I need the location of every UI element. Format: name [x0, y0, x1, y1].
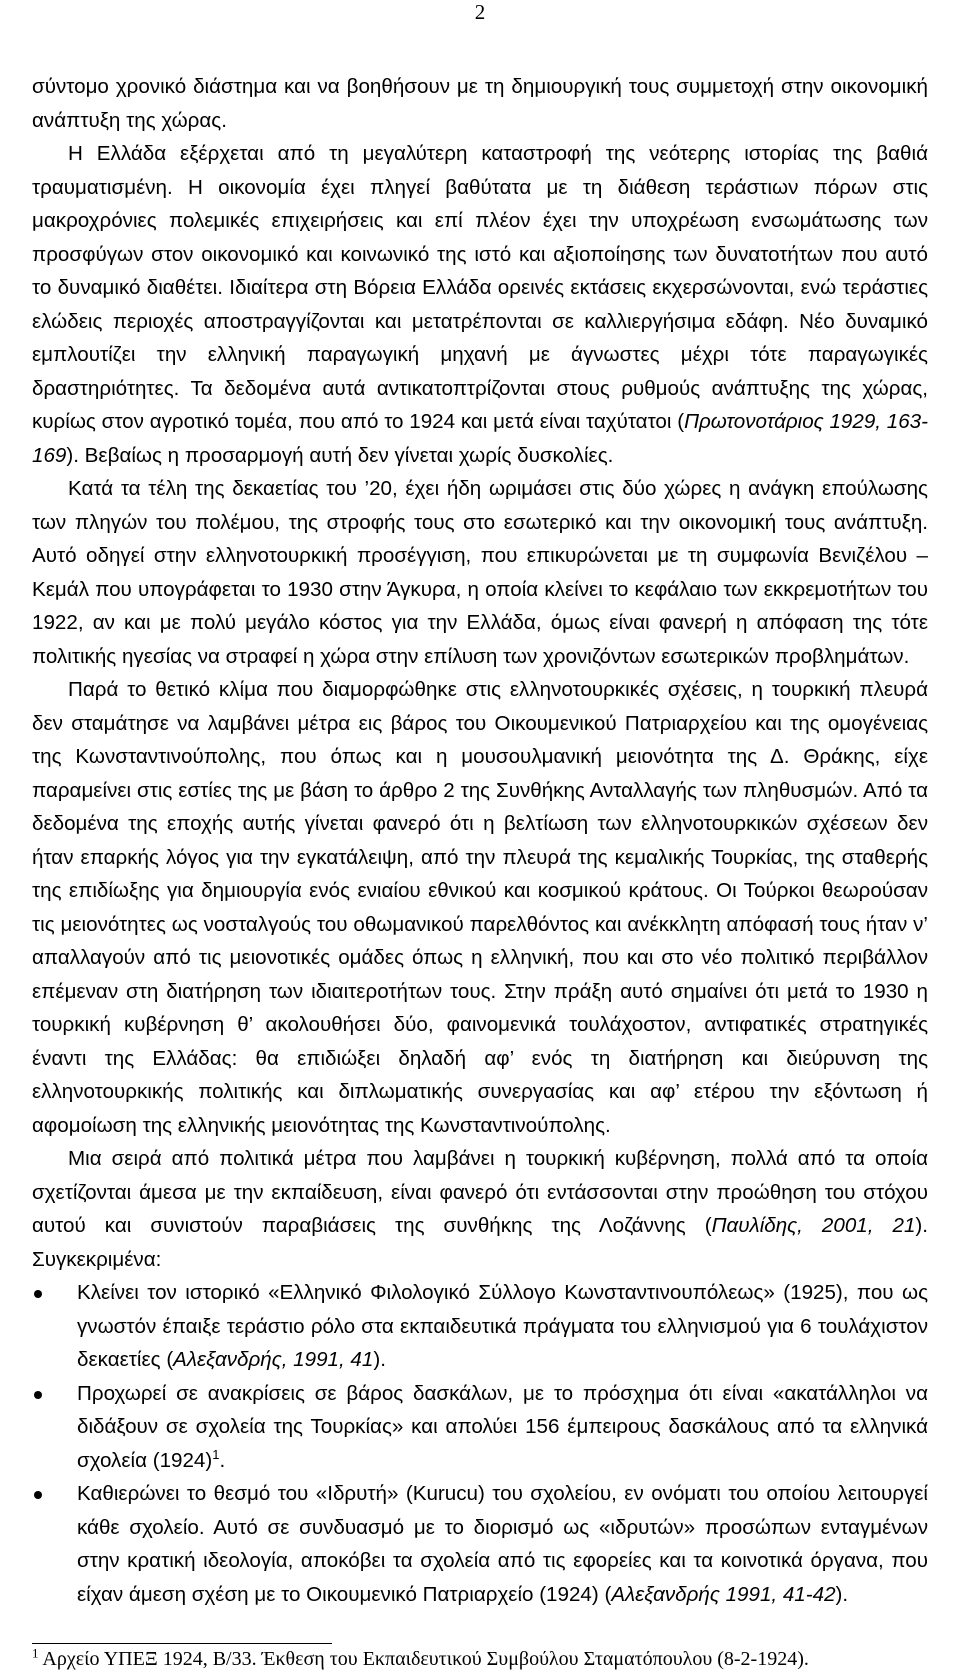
citation: Πρωτονοτάριος 1929, 163-169 — [32, 410, 928, 467]
paragraph — [32, 137, 928, 472]
bullet-list — [32, 1276, 928, 1611]
text-run: Προχωρεί σε ανακρίσεις σε βάρος δασκάλων, με το πρόσχημα ότι είναι «ακατάλληλοι να διδάξουν σε σχολεία της Τουρκίας» και απολύει 156 έμπειρους δασκάλους από τα ελληνικά σχολεία (1924) — [77, 1381, 928, 1472]
paragraph — [32, 70, 928, 137]
paragraph — [32, 673, 928, 1142]
text-run: σύντομο χρονικό διάστημα και να βοηθήσουν με τη δημιουργική τους συμμετοχή στην οικονομική ανάπτυξη της χώρας. — [32, 75, 928, 132]
text-run: ). — [373, 1348, 386, 1371]
citation: Αλεξανδρής, 1991, 41 — [173, 1348, 374, 1371]
body-text — [32, 70, 928, 1611]
text-run: ). — [835, 1582, 849, 1606]
text-run: Η Ελλάδα εξέρχεται από τη μεγαλύτερη καταστροφή της νεότερης ιστορίας της βαθιά τραυματισμένη. Η οικονομία έχει πληγεί βαθύτατα με τη διάθεση τεράστιων πόρων στις μακροχρόνιες πολεμικές επιχειρήσεις και επί πλέον έχει την υποχρέωση ενσωμάτωσης των προσφύγων στον οικονομικό και κοινωνικό της ιστό και αξιοποίησης των δυνατοτήτων που αυτό το δυναμικό διαθέτει. Ιδιαίτερα στη Βόρεια Ελλάδα ορεινές εκτάσεις εκχερσώνονται, ενώ τεράστιες ελώδεις περιοχές αποστραγγίζονται και μετατρέπονται σε καλλιεργήσιμα εδάφη. Νέο δυναμικό εμπλουτίζει την ελληνική παραγωγική μηχανή με άγνωστες μέχρι τότε παραγωγικές δραστηριότητες. Τα δεδομένα αυτά αντικατοπτρίζονται στους ρυθμούς ανάπτυξης της χώρας, κυρίως στον αγροτικό τομέα, που από το 1924 και μετά είναι ταχύτατοι ( — [32, 142, 928, 433]
list-item — [32, 1276, 928, 1377]
paragraph — [32, 1142, 928, 1276]
bullet-icon — [34, 1290, 42, 1298]
text-run: Κατά τα τέλη της δεκαετίας του ’20, έχει ήδη ωριμάσει στις δύο χώρες η ανάγκη επούλωσης των πληγών του πολέμου, της στροφής τους στο εσωτερικό και την οικονομική τους ανάπτυξη. Αυτό οδηγεί στην ελληνοτουρκική προσέγγιση, που επικυρώνεται με τη συμφωνία Βενιζέλου – Κεμάλ που υπογράφεται το 1930 στην Άγκυρα, η οποία κλείνει το κεφάλαιο των εκκρεμοτήτων του 1922, αν και με πολύ μεγάλο κόστος για την Ελλάδα, όμως είναι φανερή η απόφαση της τότε πολιτικής ηγεσίας να στραφεί η χώρα στην επίλυση των χρονιζόντων εσωτερικών προβλημάτων. — [32, 477, 928, 668]
text-run: ). Συγκεκριμένα: — [32, 1214, 928, 1271]
text-run: . — [219, 1448, 226, 1472]
bullet-icon — [34, 1391, 42, 1399]
page-number: 2 — [474, 0, 486, 24]
bullet-icon — [34, 1491, 42, 1499]
text-run: Παρά το θετικό κλίμα που διαμορφώθηκε στις ελληνοτουρκικές σχέσεις, η τουρκική πλευρά δεν σταμάτησε να λαμβάνει μέτρα εις βάρος του Οικουμενικού Πατριαρχείου και της ομογένειας της Κωνσταντινούπολης, που όπως και η μουσουλμανική μειονότητα της Δ. Θράκης, είχε παραμείνει στις εστίες της με βάση το άρθρο 2 της Συνθήκης Ανταλλαγής των πληθυσμών. Από τα δεδομένα της εποχής αυτής γίνεται φανερό ότι η βελτίωση των ελληνοτουρκικών σχέσεων δεν ήταν επαρκής λόγος για την εγκατάλειψη, από την πλευρά της κεμαλικής Τουρκίας, της σταθερής της επιδίωξης για δημιουργία ενός ενιαίου εθνικού και κοσμικού κράτους. Οι Τούρκοι θεωρούσαν τις μειονότητες ως νοσταλγούς του οθωμανικού παρελθόντος και ανέκκλητη απόφασή τους ήταν ν’ απαλλαγούν από τις μειονοτικές ομάδες όπως η ελληνική, που και στο νέο πολιτικό περιβάλλον επέμεναν στη διατήρηση των ιδιαιτεροτήτων τους. Στην πράξη αυτό σημαίνει ότι μετά το 1930 η τουρκική κυβέρνηση θ’ ακολουθήσει δύο, φαινομενικά τουλάχοστον, αντιφατικές στρατηγικές έναντι της Ελλάδας: θα επιδιώξει δηλαδή αφ’ ενός τη διατήρηση και διεύρυνση της ελληνοτουρκικής πολιτικής και διπλωματικής συνεργασίας και αφ’ ετέρου την εξόντωση ή αφομοίωση της ελληνικής μειονότητας της Κωνσταντινούπολης. — [32, 678, 928, 1137]
citation: Αλεξανδρής 1991, 41-42 — [611, 1582, 836, 1606]
text-run: Κλείνει τον ιστορικό «Ελληνικό Φιλολογικό Σύλλογο Κωνσταντινουπόλεως» (1925), που ως γνωστόν έπαιξε τεράστιο ρόλο στα εκπαιδευτικά πράγματα του ελληνισμού για 6 τουλάχιστον δεκαετίες ( — [77, 1281, 928, 1371]
footnote — [32, 1647, 928, 1671]
citation: Παυλίδης, 2001, 21 — [711, 1214, 916, 1237]
paragraphs — [32, 70, 928, 1276]
text-run: Μια σειρά από πολιτικά μέτρα που λαμβάνει η τουρκική κυβέρνηση, πολλά από τα οποία σχετίζονται άμεσα με την εκπαίδευση, είναι φανερό ότι εντάσσονται στην προώθηση του στόχου αυτού και συνιστούν παραβιάσεις της συνθήκης της Λοζάννης ( — [32, 1147, 928, 1237]
footnote-mark: 1 — [32, 1645, 39, 1661]
text-run: ). Βεβαίως η προσαρμογή αυτή δεν γίνεται χωρίς δυσκολίες. — [66, 443, 614, 467]
list-item — [32, 1377, 928, 1478]
footnote-text: Αρχείο ΥΠΕΞ 1924, Β/33. Έκθεση του Εκπαιδευτικού Συμβούλου Σταματόπουλου (8-2-1924). — [38, 1648, 809, 1670]
paragraph — [32, 472, 928, 673]
list-item — [32, 1477, 928, 1611]
text-run: Καθιερώνει το θεσμό του «Ιδρυτή» (Kurucu) του σχολείου, εν ονόματι του οποίου λειτουργεί κάθε σχολείο. Αυτό σε συνδυασμό με το διορισμό ως «ιδρυτών» προσώπων ενταγμένων στην κρατική ιδεολογία, αποκόβει τα σχολεία από τις εφορείες και τα κοινοτικά όργανα, που είχαν άμεση σχέση με το Οικουμενικό Πατριαρχείο (1924) ( — [77, 1482, 928, 1606]
footnote-reference: 1 — [212, 1446, 220, 1462]
footnote-separator — [32, 1643, 332, 1644]
